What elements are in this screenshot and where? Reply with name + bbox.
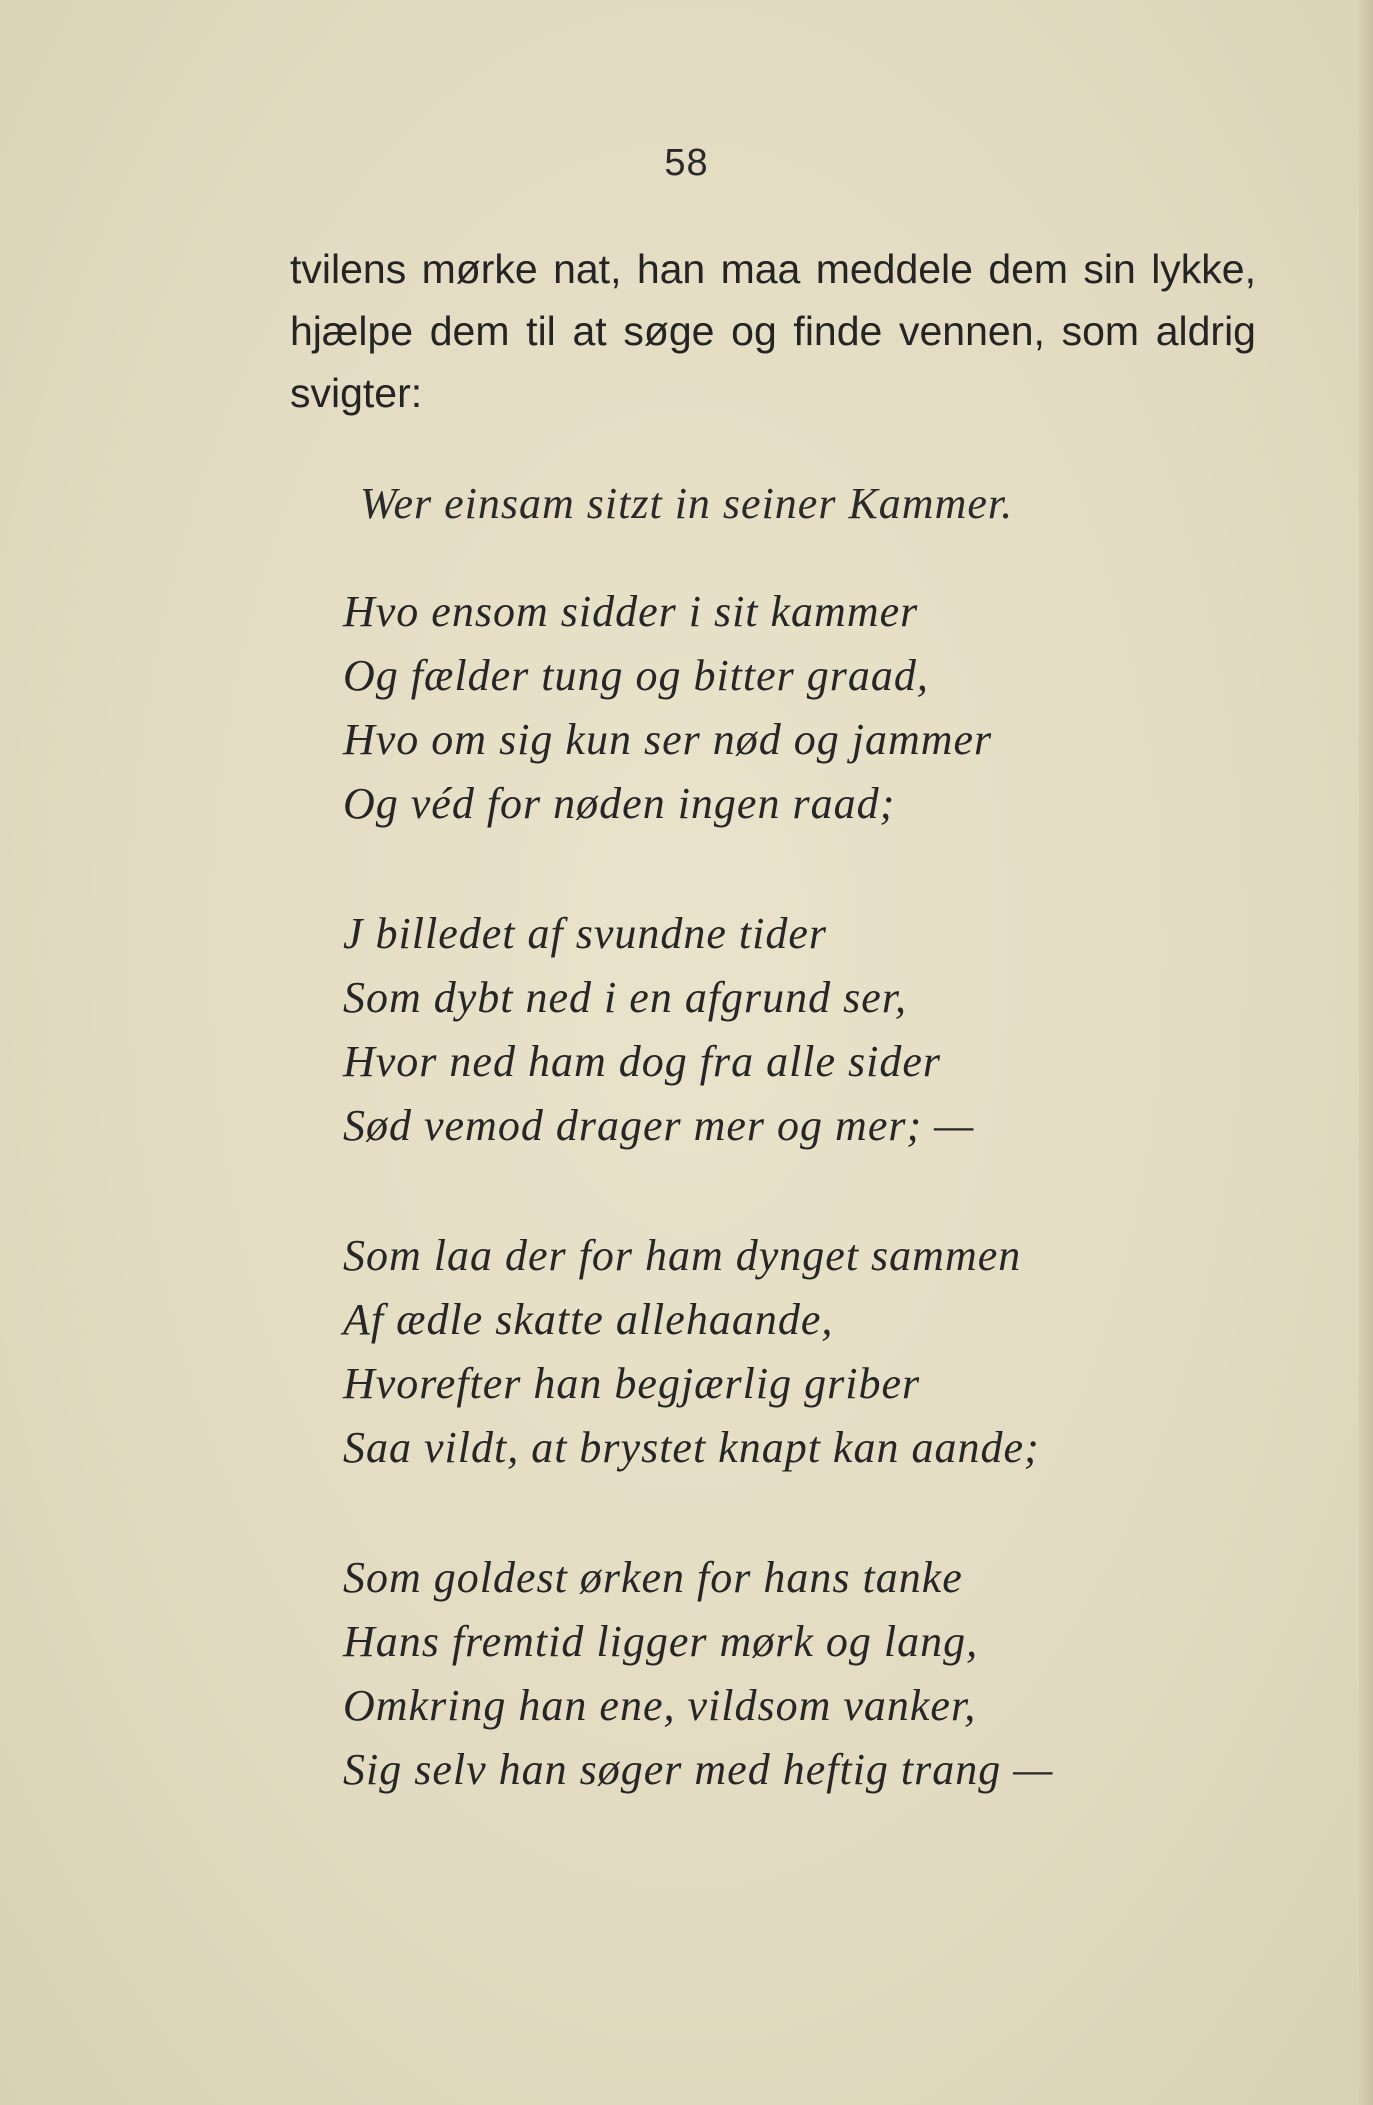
verse-line: Sød vemod drager mer og mer; —: [343, 1101, 975, 1150]
verse-line: Som laa der for ham dynget sammen: [343, 1231, 1022, 1280]
verse-line: Sig selv han søger med heftig trang —: [343, 1745, 1054, 1794]
verse-line: Hans fremtid ligger mørk og lang,: [343, 1617, 979, 1666]
verse-line: Som goldest ørken for hans tanke: [343, 1553, 963, 1602]
page-edge: [1359, 0, 1373, 2105]
page-number: 58: [664, 142, 709, 184]
verse-line: Og fælder tung og bitter graad,: [343, 651, 929, 700]
verse-line: Hvorefter han begjærlig griber: [343, 1359, 921, 1408]
verse-line: Omkring han ene, vildsom vanker,: [343, 1681, 977, 1730]
prose-line: hjælpe dem til at søge og finde vennen, som aldrig: [290, 308, 1256, 354]
prose-line: tvilens mørke nat, han maa meddele dem sin lykke,: [290, 246, 1256, 292]
prose-paragraph: [290, 238, 1256, 424]
verse-line: Hvo ensom sidder i sit kammer: [343, 587, 919, 636]
verse-line: Hvo om sig kun ser nød og jammer: [343, 715, 993, 764]
verse-line: Hvor ned ham dog fra alle sider: [343, 1037, 942, 1086]
prose-line: svigter:: [290, 370, 423, 416]
verse-line: Som dybt ned i en afgrund ser,: [343, 973, 908, 1022]
poem-stanza: [343, 1224, 1040, 1480]
poem-title: Wer einsam sitzt in seiner Kammer.: [359, 479, 1014, 528]
poem-stanza: [343, 580, 992, 836]
poem-stanza: [343, 1546, 1053, 1802]
verse-line: Saa vildt, at brystet knapt kan aande;: [343, 1423, 1040, 1472]
poem-stanza: [343, 902, 974, 1158]
verse-line: J billedet af svundne tider: [343, 909, 827, 958]
verse-line: Og véd for nøden ingen raad;: [343, 779, 896, 828]
verse-line: Af ædle skatte allehaande,: [343, 1295, 834, 1344]
